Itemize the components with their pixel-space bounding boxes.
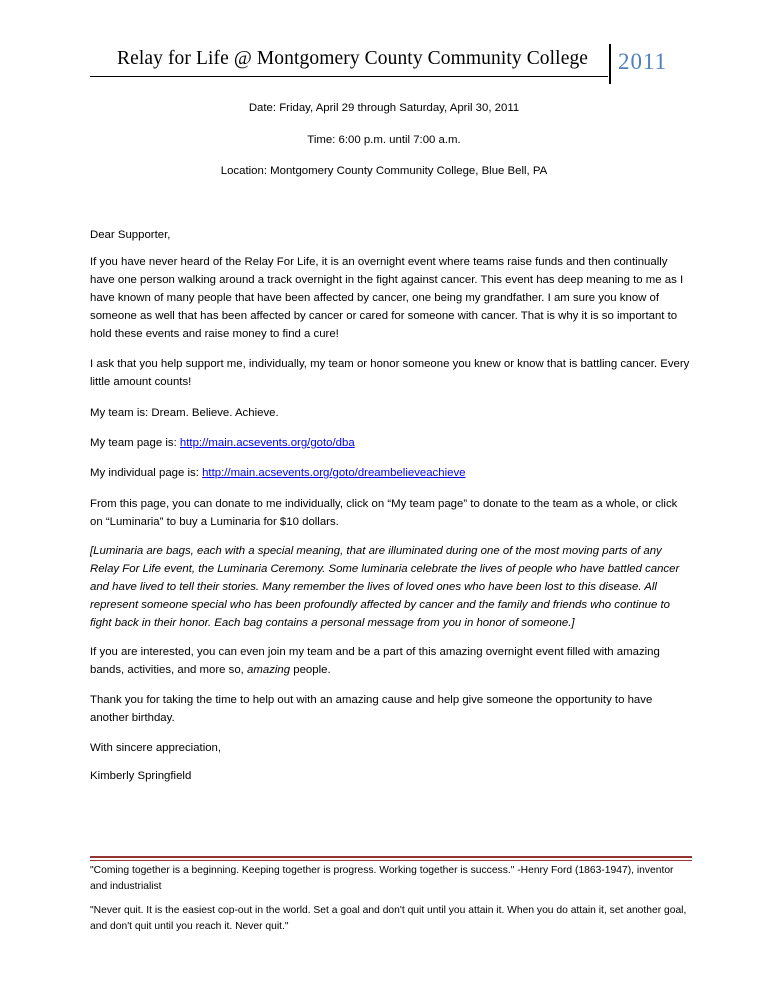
signature: Kimberly Springfield <box>90 770 192 782</box>
team-page-label: My team page is: <box>90 437 180 449</box>
footer-quote-never-quit: "Never quit. It is the easiest cop-out in the world. Set a goal and don't quit until you attain it. When you do attain it, set another goal, and don't quit until you reach it. Never quit." <box>90 905 687 932</box>
join-emphasis: amazing <box>247 664 291 676</box>
footer-rule-thin <box>90 860 692 861</box>
individual-page-label: My individual page is: <box>90 467 203 479</box>
event-date: Date: Friday, April 29 through Saturday, April 30, 2011 <box>248 102 520 114</box>
team-name: My team is: Dream. Believe. Achieve. <box>90 407 279 419</box>
donate-paragraph: From this page, you can donate to me individually, click on “My team page” to donate to the team as a whole, or click on “Luminaria” to buy a Luminaria for $10 dollars. <box>90 498 678 528</box>
header-year: 2011 <box>618 49 668 74</box>
header-rule <box>90 76 608 77</box>
team-page-link[interactable]: http://main.acsevents.org/goto/dba <box>179 437 355 449</box>
luminaria-note: [Luminaria are bags, each with a special meaning, that are illuminated during one of the most moving parts of any Relay For Life event, the Luminaria Ceremony. Some luminaria celebrate the lives of people who have battled cancer and have lived to tell their stories. Many remember the lives of loved ones who have been lost to this disease. All represent someone special who has been profoundly affected by cancer and the family and friends who continue to fight back in their honor. Each bag contains a personal message from you in honor of someone.] <box>90 545 680 629</box>
header-divider <box>609 44 611 84</box>
event-location: Location: Montgomery County Community College, Blue Bell, PA <box>220 165 548 177</box>
individual-page-link[interactable]: http://main.acsevents.org/goto/dreambelieveachieve <box>202 467 466 479</box>
document-title: Relay for Life @ Montgomery County Community College <box>117 48 589 69</box>
join-text-end: people. <box>290 664 331 676</box>
footer-rule <box>90 856 692 858</box>
event-time: Time: 6:00 p.m. until 7:00 a.m. <box>307 134 461 146</box>
thanks-paragraph: Thank you for taking the time to help out with an amazing cause and help give someone the opportunity to have another birthday. <box>90 694 653 724</box>
support-paragraph: I ask that you help support me, individually, my team or honor someone you knew or know that is battling cancer. Every little amount counts! <box>90 358 690 388</box>
join-paragraph <box>90 643 690 679</box>
footer-quote-ford: "Coming together is a beginning. Keeping together is progress. Working together is success." -Henry Ford (1863-1947), inventor and industrialist <box>90 865 674 892</box>
closing: With sincere appreciation, <box>90 742 222 754</box>
join-text: If you are interested, you can even join my team and be a part of this amazing overnight event filled with amazing bands, activities, and more so, <box>90 646 660 676</box>
individual-page-line <box>90 464 690 482</box>
team-page-line <box>90 434 690 452</box>
salutation: Dear Supporter, <box>90 229 171 241</box>
intro-paragraph: If you have never heard of the Relay For Life, it is an overnight event where teams raise funds and then continually have one person walking around a track overnight in the fight against cancer. This event has deep meaning to me as I have known of many people that have been affected by cancer, one being my grandfather. I am sure you know of someone as well that has been affected by cancer or cared for someone with cancer. That is why it is so important to hold these events and raise money to find a cure! <box>90 256 684 340</box>
